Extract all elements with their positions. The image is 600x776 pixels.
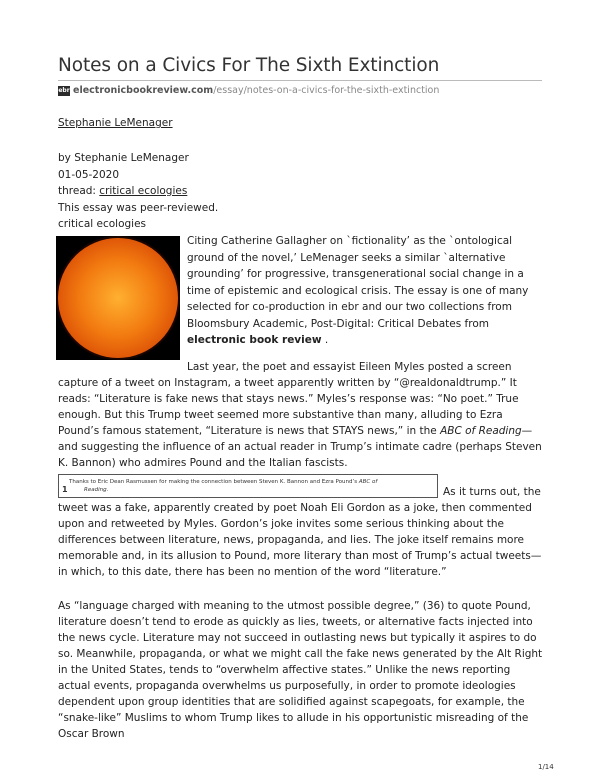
body-paragraph-2: tweet was a fake, apparently created by poet Noah Eli Gordon as a joke, then commented upon and retweeted by Myles. Gordon’s joke invites some serious thinking about the differences between literature, news, propaganda, and lies. The joke itself remains more memorable and, in its allusion to Pound, more literary than most of Trump’s actual tweets—in which, to this date, there has been no mention of the word “literature.”: [58, 502, 542, 578]
tag: critical ecologies: [58, 218, 147, 230]
author-link[interactable]: Stephanie LeMenager: [58, 117, 173, 129]
abstract-text: Citing Catherine Gallagher on `fictionality’ as the `ontological ground of the novel,’ LeMenager seeks a similar `alternative grounding’ for progressive, transgenerational social change in a time of epistemic and ecological crisis. The essay is one of many selected for co-production in ebr and our two collections from Bloomsbury Academic, Post-Digital: Critical Debates from: [187, 235, 529, 330]
abstract-bold-title: electronic book review: [187, 334, 322, 346]
p1-text: Last year, the poet and essayist Eileen Myles posted a screen capture of a tweet on Instagram, a tweet apparently written by “@realdonaldtrump.” It reads: “Literature is fake news that stays news.” Myles’s response was: “No poet.” True enough. But this Trump tweet seemed more substantive than many, alluding to Ezra Pound’s famous statement, “Literature is news that STAYS news,” in the: [58, 361, 519, 437]
footnote-number: 1: [62, 485, 68, 494]
byline: by Stephanie LeMenager: [58, 152, 189, 164]
peer-review-note: This essay was peer-reviewed.: [58, 201, 219, 214]
sun-image: [58, 238, 178, 358]
thread-line: [58, 183, 218, 200]
abstract-end: .: [321, 334, 329, 346]
thread-link[interactable]: critical ecologies: [99, 185, 188, 197]
thread-label: thread:: [58, 185, 100, 197]
page-number: 1/14: [538, 763, 554, 771]
p1-text-end: —and suggesting the influence of an actual reader in Trump’s intimate cadre (perhaps Steven K. Bannon) who admires Pound and the Italian fascists.: [58, 425, 542, 469]
abstract: [187, 233, 543, 349]
body-paragraph-1: [58, 359, 544, 471]
ebr-favicon-icon: ebr: [58, 86, 70, 94]
source-path[interactable]: /essay/notes-on-a-civics-for-the-sixth-extinction: [213, 85, 440, 96]
publish-date: 01-05-2020: [58, 168, 120, 181]
title-divider: [58, 80, 542, 81]
body-paragraph-3: As “language charged with meaning to the utmost possible degree,” (36) to quote Pound, literature doesn’t tend to erode as quickly as lies, tweets, or alternative facts injected into the news cycle. Literature may not succeed in outlasting news but typically it aspires to do so. Meanwhile, propaganda, or what we might call the fake news generated by the Alt Right in the United States, tends to “overwhelm affective states.” Unlike the news reporting actual events, propaganda overwhelms us purposefully, in order to promote ideologies dependent upon group identities that are solidified against scapegoats, for example, the “snake-like” Muslims to whom Trump likes to allude in his opportunistic misreading of the Oscar Brown: [58, 600, 543, 740]
footnote-italic-abc: ABC of: [358, 479, 378, 485]
footnote-text: [69, 478, 377, 486]
body-paragraph-2-start: As it turns out, the: [443, 486, 541, 498]
page-title: Notes on a Civics For The Sixth Extinction: [58, 55, 440, 76]
footnote-text-main: Thanks to Eric Dean Rasmussen for making the connection between Steven K. Bannon and Ezra Pound’s: [69, 479, 359, 485]
footnote-italic-reading: Reading.: [84, 487, 109, 493]
footnote-box: [58, 474, 438, 498]
source-line: [58, 85, 439, 96]
article-meta: [58, 150, 218, 233]
p1-italic-title: ABC of Reading: [440, 425, 522, 437]
source-domain[interactable]: electronicbookreview.com: [73, 85, 214, 96]
